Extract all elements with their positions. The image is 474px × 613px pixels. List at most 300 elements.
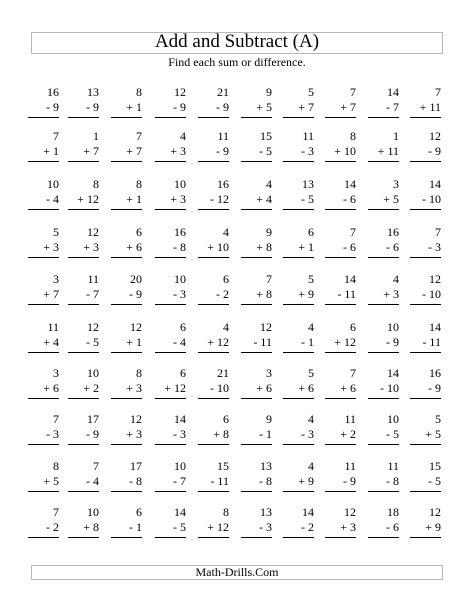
problem: [328, 85, 356, 118]
problem: [201, 366, 229, 399]
problem: [114, 459, 142, 492]
answer-line: [198, 444, 229, 445]
problem-first-number: 6: [180, 320, 186, 334]
problem-operator-number: + 10: [334, 144, 356, 158]
problem: [328, 177, 356, 210]
problem-operator-number: - 6: [343, 240, 356, 254]
problem: [158, 459, 186, 492]
problem-operator-number: - 5: [386, 427, 399, 441]
problem-first-number: 12: [429, 505, 441, 519]
problem: [158, 366, 186, 399]
problem-first-number: 8: [136, 85, 142, 99]
problem-operator-number: + 12: [334, 335, 356, 349]
problem-operator-number: + 4: [43, 335, 59, 349]
problem: [244, 459, 272, 492]
problem-first-number: 12: [260, 320, 272, 334]
answer-line: [241, 491, 272, 492]
problem: [244, 320, 272, 353]
problem: [371, 366, 399, 399]
problem-first-number: 10: [174, 272, 186, 286]
answer-line: [241, 257, 272, 258]
problem-first-number: 4: [223, 225, 229, 239]
problem: [244, 505, 272, 538]
problem-first-number: 7: [93, 459, 99, 473]
answer-line: [111, 257, 142, 258]
problem-operator-number: - 7: [173, 474, 186, 488]
answer-line: [155, 537, 186, 538]
problem: [413, 320, 441, 353]
problem-first-number: 14: [344, 272, 356, 286]
problem-first-number: 7: [53, 129, 59, 143]
answer-line: [111, 209, 142, 210]
problem-operator-number: + 8: [213, 427, 229, 441]
problem-first-number: 6: [180, 366, 186, 380]
answer-line: [28, 491, 59, 492]
problem-first-number: 17: [130, 459, 142, 473]
problem: [371, 129, 399, 162]
answer-line: [68, 444, 99, 445]
answer-line: [198, 257, 229, 258]
problem: [31, 366, 59, 399]
problem: [158, 177, 186, 210]
answer-line: [111, 352, 142, 353]
problem-operator-number: - 3: [173, 287, 186, 301]
problem-operator-number: - 11: [253, 335, 272, 349]
problem-first-number: 16: [217, 177, 229, 191]
problem-first-number: 4: [180, 129, 186, 143]
problem-first-number: 12: [130, 412, 142, 426]
problem-first-number: 7: [350, 366, 356, 380]
problem-first-number: 1: [93, 129, 99, 143]
problem-first-number: 16: [47, 85, 59, 99]
problem: [71, 272, 99, 305]
problem-operator-number: - 3: [301, 427, 314, 441]
problem: [201, 85, 229, 118]
answer-line: [111, 161, 142, 162]
answer-line: [410, 352, 441, 353]
problem-operator-number: - 9: [173, 100, 186, 114]
answer-line: [155, 352, 186, 353]
problem-operator-number: + 9: [425, 520, 441, 534]
problem: [244, 85, 272, 118]
problem-first-number: 21: [217, 366, 229, 380]
problem: [286, 225, 314, 258]
answer-line: [68, 117, 99, 118]
problem: [71, 412, 99, 445]
problem-first-number: 5: [308, 272, 314, 286]
problem-first-number: 13: [302, 177, 314, 191]
problem-first-number: 13: [87, 85, 99, 99]
problem-operator-number: - 8: [386, 474, 399, 488]
problem-operator-number: + 6: [256, 381, 272, 395]
answer-line: [198, 304, 229, 305]
problem: [286, 272, 314, 305]
problem-operator-number: - 12: [210, 192, 229, 206]
problem: [413, 412, 441, 445]
problem-first-number: 4: [393, 272, 399, 286]
answer-line: [68, 537, 99, 538]
answer-line: [325, 161, 356, 162]
problem-first-number: 16: [174, 225, 186, 239]
answer-line: [28, 161, 59, 162]
problem: [244, 272, 272, 305]
problem-first-number: 13: [260, 459, 272, 473]
problem: [286, 366, 314, 399]
problem-operator-number: + 11: [419, 100, 441, 114]
problem: [328, 505, 356, 538]
problem-operator-number: - 3: [428, 240, 441, 254]
answer-line: [368, 257, 399, 258]
problem-operator-number: + 8: [83, 520, 99, 534]
answer-line: [155, 257, 186, 258]
problem-operator-number: + 7: [340, 100, 356, 114]
answer-line: [68, 398, 99, 399]
problem-operator-number: + 7: [43, 287, 59, 301]
problem-operator-number: + 3: [170, 192, 186, 206]
answer-line: [368, 398, 399, 399]
answer-line: [410, 209, 441, 210]
problem: [158, 272, 186, 305]
answer-line: [111, 537, 142, 538]
answer-line: [410, 491, 441, 492]
problem-first-number: 4: [223, 320, 229, 334]
answer-line: [155, 491, 186, 492]
problem-operator-number: - 4: [173, 335, 186, 349]
problem-operator-number: - 11: [422, 335, 441, 349]
problem: [371, 412, 399, 445]
problem: [114, 505, 142, 538]
answer-line: [68, 257, 99, 258]
problem: [244, 177, 272, 210]
problem-operator-number: + 6: [126, 240, 142, 254]
problem: [244, 129, 272, 162]
problem-operator-number: + 3: [83, 240, 99, 254]
problem: [158, 85, 186, 118]
problem-operator-number: + 3: [170, 144, 186, 158]
answer-line: [368, 352, 399, 353]
problem: [71, 505, 99, 538]
answer-line: [410, 444, 441, 445]
answer-line: [241, 444, 272, 445]
problem: [328, 320, 356, 353]
problem: [413, 225, 441, 258]
problem-first-number: 9: [266, 85, 272, 99]
problem-operator-number: + 1: [126, 192, 142, 206]
problem: [371, 320, 399, 353]
problem-operator-number: + 2: [340, 427, 356, 441]
problem-operator-number: - 5: [428, 474, 441, 488]
answer-line: [241, 161, 272, 162]
answer-line: [198, 352, 229, 353]
problem-operator-number: - 9: [428, 381, 441, 395]
problem-operator-number: + 3: [126, 381, 142, 395]
answer-line: [325, 352, 356, 353]
answer-line: [325, 304, 356, 305]
problem-first-number: 12: [344, 505, 356, 519]
problem-first-number: 7: [350, 85, 356, 99]
problem: [71, 459, 99, 492]
problem-first-number: 12: [429, 272, 441, 286]
problem: [31, 412, 59, 445]
answer-line: [111, 304, 142, 305]
problem-operator-number: + 8: [256, 240, 272, 254]
problem: [114, 225, 142, 258]
answer-line: [368, 161, 399, 162]
problem-operator-number: - 9: [86, 100, 99, 114]
problem-operator-number: + 7: [83, 144, 99, 158]
problem-operator-number: + 3: [126, 427, 142, 441]
problem-first-number: 10: [47, 177, 59, 191]
problem: [328, 459, 356, 492]
problem-operator-number: + 7: [298, 100, 314, 114]
problem: [413, 85, 441, 118]
answer-line: [410, 304, 441, 305]
problem-operator-number: - 4: [46, 192, 59, 206]
problem-operator-number: - 7: [386, 100, 399, 114]
answer-line: [68, 491, 99, 492]
answer-line: [241, 117, 272, 118]
problem-operator-number: + 6: [340, 381, 356, 395]
problem-operator-number: + 6: [298, 381, 314, 395]
problem: [114, 177, 142, 210]
answer-line: [283, 398, 314, 399]
problem: [413, 177, 441, 210]
answer-line: [283, 491, 314, 492]
problem: [371, 505, 399, 538]
problem-first-number: 16: [387, 225, 399, 239]
answer-line: [198, 161, 229, 162]
problem-first-number: 4: [308, 459, 314, 473]
problem-first-number: 10: [387, 320, 399, 334]
problem-operator-number: + 3: [340, 520, 356, 534]
problem: [201, 459, 229, 492]
problem: [71, 177, 99, 210]
answer-line: [155, 304, 186, 305]
problem-operator-number: + 6: [43, 381, 59, 395]
problem: [31, 272, 59, 305]
problem-first-number: 15: [429, 459, 441, 473]
problem: [328, 225, 356, 258]
problem-first-number: 15: [260, 129, 272, 143]
problem: [286, 177, 314, 210]
problem-first-number: 6: [223, 272, 229, 286]
problem: [371, 272, 399, 305]
answer-line: [368, 444, 399, 445]
answer-line: [241, 304, 272, 305]
problem: [328, 272, 356, 305]
answer-line: [283, 304, 314, 305]
problem: [114, 129, 142, 162]
problem-operator-number: + 12: [207, 335, 229, 349]
problem: [158, 225, 186, 258]
answer-line: [410, 398, 441, 399]
answer-line: [28, 444, 59, 445]
problem: [328, 366, 356, 399]
answer-line: [111, 398, 142, 399]
problem-first-number: 8: [93, 177, 99, 191]
problem-operator-number: + 1: [126, 335, 142, 349]
problem-first-number: 11: [302, 129, 314, 143]
problem: [71, 225, 99, 258]
problem: [328, 129, 356, 162]
problem-operator-number: + 12: [77, 192, 99, 206]
problem-first-number: 10: [174, 459, 186, 473]
problem-operator-number: - 7: [86, 287, 99, 301]
problem: [114, 85, 142, 118]
problem: [158, 129, 186, 162]
problem-first-number: 21: [217, 85, 229, 99]
problem: [71, 129, 99, 162]
problem: [158, 320, 186, 353]
answer-line: [325, 491, 356, 492]
problem: [413, 459, 441, 492]
problem-first-number: 11: [87, 272, 99, 286]
problem: [31, 459, 59, 492]
answer-line: [198, 398, 229, 399]
problem-first-number: 7: [350, 225, 356, 239]
problem-first-number: 11: [217, 129, 229, 143]
problem-first-number: 8: [223, 505, 229, 519]
problem-first-number: 10: [87, 366, 99, 380]
problem-operator-number: - 9: [386, 335, 399, 349]
problem-operator-number: + 2: [83, 381, 99, 395]
answer-line: [283, 352, 314, 353]
problem: [31, 85, 59, 118]
problem: [244, 225, 272, 258]
problem-operator-number: - 10: [422, 192, 441, 206]
answer-line: [28, 257, 59, 258]
answer-line: [68, 209, 99, 210]
problem-first-number: 13: [260, 505, 272, 519]
problem-first-number: 3: [53, 366, 59, 380]
problem-operator-number: + 3: [43, 240, 59, 254]
problem: [201, 505, 229, 538]
problem: [158, 412, 186, 445]
problem-first-number: 7: [266, 272, 272, 286]
problem-operator-number: + 12: [164, 381, 186, 395]
answer-line: [368, 537, 399, 538]
problem-operator-number: - 1: [259, 427, 272, 441]
problem-first-number: 14: [387, 85, 399, 99]
problem-first-number: 4: [266, 177, 272, 191]
problem-operator-number: - 5: [259, 144, 272, 158]
problem: [201, 320, 229, 353]
answer-line: [410, 257, 441, 258]
problem-operator-number: - 9: [216, 144, 229, 158]
problem: [31, 505, 59, 538]
problem-operator-number: - 9: [216, 100, 229, 114]
problem-first-number: 12: [87, 320, 99, 334]
problem-first-number: 14: [174, 412, 186, 426]
problem: [201, 177, 229, 210]
answer-line: [198, 491, 229, 492]
problem: [371, 459, 399, 492]
problem-first-number: 6: [136, 225, 142, 239]
problem-first-number: 3: [393, 177, 399, 191]
problem: [71, 320, 99, 353]
problem-operator-number: + 10: [207, 240, 229, 254]
answer-line: [283, 444, 314, 445]
answer-line: [410, 117, 441, 118]
problem: [371, 225, 399, 258]
answer-line: [68, 161, 99, 162]
problem-first-number: 9: [266, 412, 272, 426]
problem-first-number: 6: [350, 320, 356, 334]
problem-first-number: 7: [136, 129, 142, 143]
instructions: Find each sum or difference.: [168, 55, 306, 69]
answer-line: [325, 257, 356, 258]
problem-first-number: 1: [393, 129, 399, 143]
answer-line: [111, 491, 142, 492]
problem-operator-number: + 1: [43, 144, 59, 158]
problem: [158, 505, 186, 538]
problem-first-number: 12: [429, 129, 441, 143]
answer-line: [325, 444, 356, 445]
answer-line: [155, 161, 186, 162]
problem-first-number: 5: [308, 85, 314, 99]
problem-operator-number: - 6: [386, 520, 399, 534]
problem-first-number: 12: [130, 320, 142, 334]
answer-line: [111, 117, 142, 118]
problem-operator-number: - 2: [46, 520, 59, 534]
answer-line: [368, 491, 399, 492]
answer-line: [241, 209, 272, 210]
problem-first-number: 3: [266, 366, 272, 380]
problem-operator-number: - 10: [210, 381, 229, 395]
problem: [31, 320, 59, 353]
problem: [31, 177, 59, 210]
problem: [114, 320, 142, 353]
problem-operator-number: - 4: [86, 474, 99, 488]
problem-first-number: 17: [87, 412, 99, 426]
problem: [201, 272, 229, 305]
problem-operator-number: + 1: [126, 100, 142, 114]
problem: [201, 412, 229, 445]
problem-operator-number: - 9: [129, 287, 142, 301]
problem-first-number: 11: [344, 412, 356, 426]
problem-first-number: 6: [223, 412, 229, 426]
problem-operator-number: - 3: [301, 144, 314, 158]
problem-first-number: 20: [130, 272, 142, 286]
answer-line: [155, 117, 186, 118]
problem-first-number: 14: [302, 505, 314, 519]
answer-line: [325, 117, 356, 118]
problem-first-number: 3: [53, 272, 59, 286]
problem-first-number: 5: [308, 366, 314, 380]
problem: [328, 412, 356, 445]
problem-operator-number: - 9: [86, 427, 99, 441]
answer-line: [241, 352, 272, 353]
problem-operator-number: + 5: [43, 474, 59, 488]
answer-line: [410, 161, 441, 162]
problem-operator-number: - 9: [46, 100, 59, 114]
problem-operator-number: - 3: [46, 427, 59, 441]
problem-first-number: 7: [53, 505, 59, 519]
problem-first-number: 6: [136, 505, 142, 519]
answer-line: [283, 117, 314, 118]
problem-first-number: 7: [435, 85, 441, 99]
problem: [71, 366, 99, 399]
problem: [201, 129, 229, 162]
answer-line: [28, 209, 59, 210]
problem-operator-number: - 2: [301, 520, 314, 534]
problem: [286, 320, 314, 353]
problem-operator-number: + 3: [383, 287, 399, 301]
problem-operator-number: - 10: [380, 381, 399, 395]
footer-site: Math-Drills.Com: [195, 565, 279, 579]
problem-first-number: 15: [217, 459, 229, 473]
problem-first-number: 14: [429, 177, 441, 191]
